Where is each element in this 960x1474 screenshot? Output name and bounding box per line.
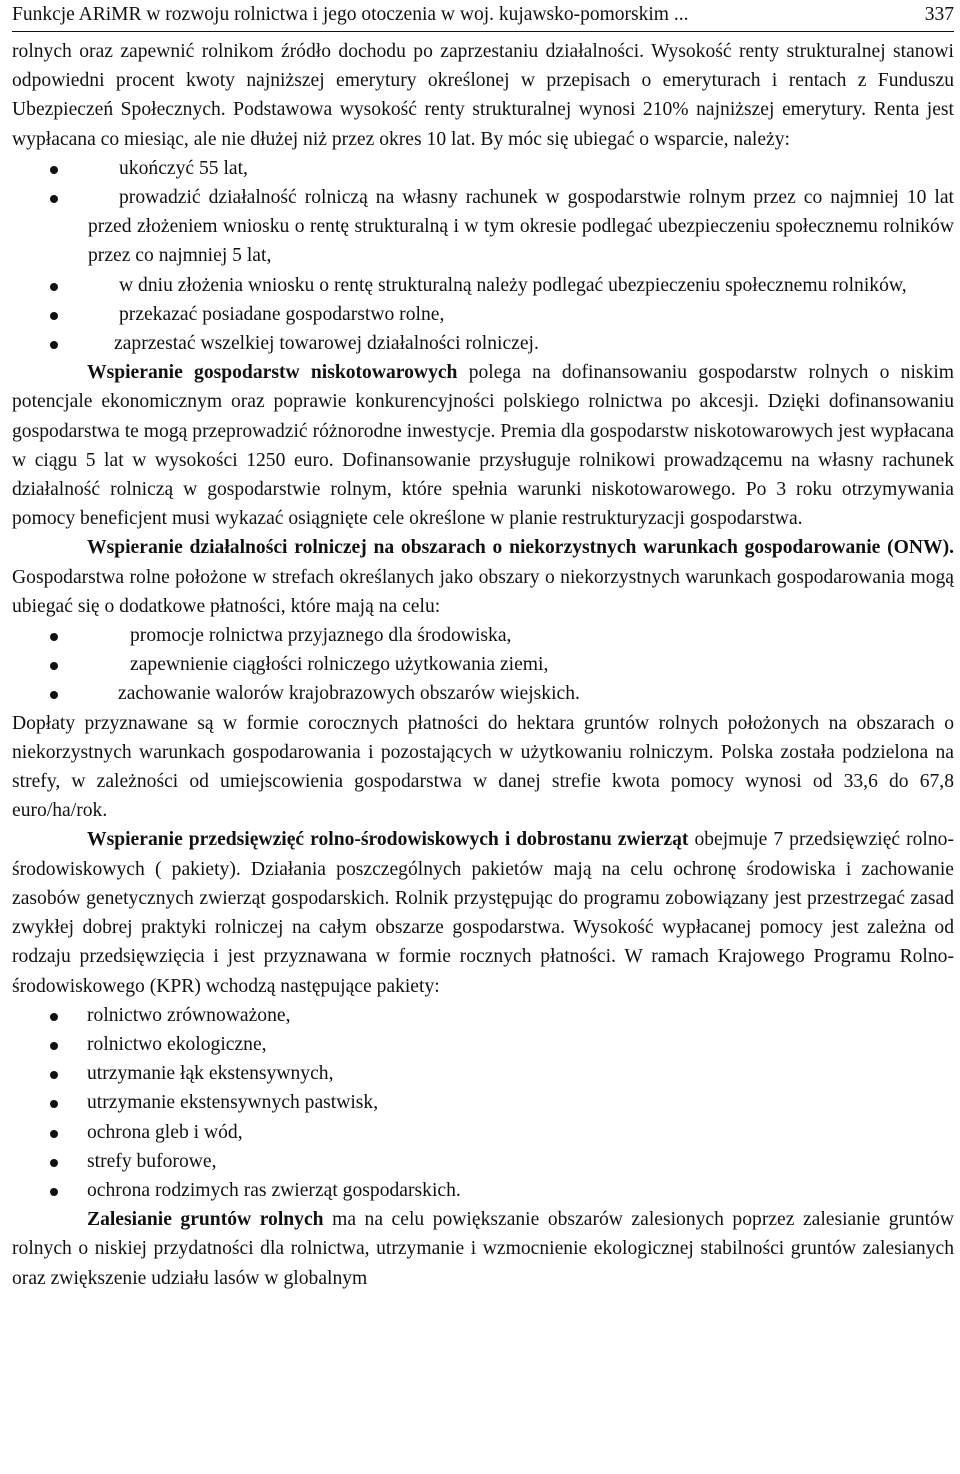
- section-heading: Zalesianie gruntów rolnych: [87, 1209, 324, 1231]
- bullet-icon: [50, 341, 58, 349]
- paragraph-onw: Wspieranie działalności rolniczej na obszarach o niekorzystnych warunkach gospodarowanie (ONW). Gospodarstwa rolne położone w strefach określanych jako obszary o niekorzystnych warunkach gospodarowania mogą ubiegać się o dodatkowe płatności, które mają na celu:: [12, 537, 954, 617]
- list-item: strefy buforowe,: [12, 1147, 954, 1176]
- paragraph-rolno-srodowiskowe: Wspieranie przedsięwzięć rolno-środowiskowych i dobrostanu zwierząt obejmuje 7 przedsięwzięć rolno-środowiskowych ( pakiety). Działania poszczególnych pakietów mają na celu ochronę środowiska i zachowanie zasobów genetycznych zwierząt gospodarskich. Rolnik przystępując do programu zobowiązany jest przestrzegać zasad zwykłej dobrej praktyki rolniczej na całym obszarze gospodarstwa. Wysokość wypłacanej pomocy jest zależna od rodzaju przedsięwzięcia i jest przyznawana w formie rocznych płatności. W ramach Krajowego Programu Rolno-środowiskowego (KPR) wchodzą następujące pakiety:: [12, 829, 954, 997]
- paragraph-zalesianie: Zalesianie gruntów rolnych ma na celu powiększanie obszarów zalesionych poprzez zalesianie gruntów rolnych o niskiej przydatności dla rolnictwa, utrzymanie i wzmocnienie ekologicznej stabilności gruntów zalesianych oraz zwiększenie udziału lasów w globalnym: [12, 1209, 955, 1289]
- section-heading: Wspieranie gospodarstw niskotowarowych: [87, 362, 458, 384]
- bullet-icon: [50, 1130, 58, 1138]
- list-item: utrzymanie ekstensywnych pastwisk,: [12, 1088, 954, 1117]
- list-pakiety: [12, 1001, 954, 1205]
- list-warunki-renty: [12, 154, 954, 358]
- paragraph-doplaty: Dopłaty przyznawane są w formie corocznych płatności do hektara gruntów rolnych położonych na obszarach o niekorzystnych warunkach gospodarowania i pozostających w użytkowaniu rolniczym. Polska została podzielona na strefy, w zależności od umiejscowienia gospodarstwa w danej strefie kwota pomocy wynosi od 33,6 do 67,8 euro/ha/rok.: [12, 712, 954, 822]
- header-rule: [12, 31, 954, 32]
- page-number: 337: [924, 4, 954, 25]
- section-heading: Wspieranie działalności rolniczej na obszarach o niekorzystnych warunkach gospodarowanie (ONW).: [87, 537, 954, 559]
- list-item: utrzymanie łąk ekstensywnych,: [12, 1059, 954, 1088]
- running-title: Funkcje ARiMR w rozwoju rolnictwa i jego otoczenia w woj. kujawsko-pomorskim ...: [12, 4, 689, 25]
- list-item: przekazać posiadane gospodarstwo rolne,: [12, 300, 954, 329]
- body-text: [12, 37, 954, 1293]
- bullet-icon: [50, 1100, 58, 1108]
- paragraph-gospodarstwa-niskotowarowe: Wspieranie gospodarstw niskotowarowych polega na dofinansowaniu gospodarstw rolnych o niskim potencjale ekonomicznym oraz poprawie konkurencyjności polskiego rolnictwa po akcesji. Dzięki dofinansowaniu gospodarstwa te mogą przeprowadzić różnorodne inwestycje. Premia dla gospodarstw niskotowarowych jest wypłacana w ciągu 5 lat w wysokości 1250 euro. Dofinansowanie przysługuje rolnikowi prowadzącemu na własny rachunek działalność rolniczą w gospodarstwie rolnym, które spełnia warunki niskotowarowego. Po 3 roku otrzymywania pomocy beneficjent musi wykazać osiągnięte cele określone w planie restrukturyzacji gospodarstwa.: [12, 362, 955, 530]
- list-item: promocje rolnictwa przyjaznego dla środowiska,: [12, 621, 954, 650]
- list-item: prowadzić działalność rolniczą na własny rachunek w gospodarstwie rolnym przez co najmniej 10 lat przed złożeniem wniosku o rentę strukturalną i w tym okresie podlegać ubezpieczeniu społecznemu rolników przez co najmniej 5 lat,: [12, 183, 954, 271]
- list-item: w dniu złożenia wniosku o rentę strukturalną należy podlegać ubezpieczeniu społecznemu rolników,: [12, 271, 954, 300]
- list-item: zachowanie walorów krajobrazowych obszarów wiejskich.: [12, 679, 954, 708]
- list-item: ukończyć 55 lat,: [12, 154, 954, 183]
- list-item: ochrona gleb i wód,: [12, 1118, 954, 1147]
- list-item: rolnictwo ekologiczne,: [12, 1030, 954, 1059]
- bullet-icon: [50, 1071, 58, 1079]
- bullet-icon: [50, 662, 58, 670]
- bullet-icon: [50, 1159, 58, 1167]
- section-heading: Wspieranie przedsięwzięć rolno-środowiskowych i dobrostanu zwierząt: [87, 829, 689, 851]
- running-header: [12, 2, 954, 30]
- list-item: zapewnienie ciągłości rolniczego użytkowania ziemi,: [12, 650, 954, 679]
- bullet-icon: [50, 691, 58, 699]
- bullet-icon: [50, 1042, 58, 1050]
- bullet-icon: [50, 195, 58, 203]
- bullet-icon: [50, 1188, 58, 1196]
- bullet-icon: [50, 633, 58, 641]
- list-cele-onw: [12, 621, 954, 709]
- list-item: zaprzestać wszelkiej towarowej działalności rolniczej.: [12, 329, 954, 358]
- bullet-icon: [50, 166, 58, 174]
- list-item: ochrona rodzimych ras zwierząt gospodarskich.: [12, 1176, 954, 1205]
- bullet-icon: [50, 1013, 58, 1021]
- bullet-icon: [50, 283, 58, 291]
- paragraph-renta-strukturalna: rolnych oraz zapewnić rolnikom źródło dochodu po zaprzestaniu działalności. Wysokość renty strukturalnej stanowi odpowiedni procent kwoty najniższej emerytury określonej w przepisach o emeryturach i rentach z Funduszu Ubezpieczeń Społecznych. Podstawowa wysokość renty strukturalnej wynosi 210% najniższej emerytury. Renta jest wypłacana co miesiąc, ale nie dłużej niż przez okres 10 lat. By móc się ubiegać o wsparcie, należy:: [12, 41, 954, 150]
- list-item: rolnictwo zrównoważone,: [12, 1001, 954, 1030]
- bullet-icon: [50, 312, 58, 320]
